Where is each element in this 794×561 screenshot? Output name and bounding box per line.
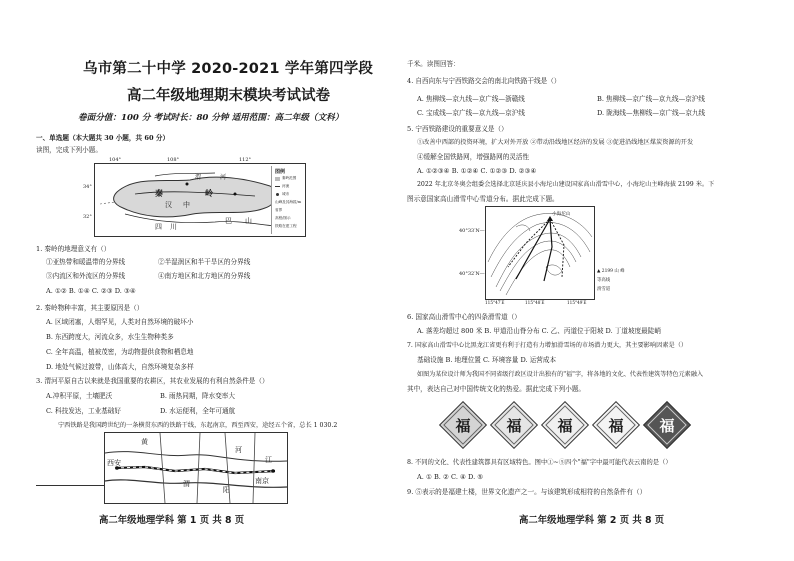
legend-item: 滑雪道 bbox=[597, 287, 611, 292]
question-1-option: ①亚热带和暖温带的分界线 bbox=[46, 258, 126, 266]
question-1-option: ②半湿润区和半干旱区的分界线 bbox=[158, 258, 251, 266]
page-right bbox=[397, 0, 794, 561]
question-6-option: A. 落差均超过 800 米 B. 甲道沿山脊分布 C. 乙、丙道位于阳坡 D. 丁道坡度最陡峭 bbox=[417, 327, 661, 335]
river-label: 江 bbox=[265, 456, 272, 464]
question-1-stem: 1. 秦岭的地理意义有（） bbox=[36, 245, 111, 253]
legend-title: 图例 bbox=[275, 169, 286, 175]
river-label: 渭 bbox=[183, 480, 190, 488]
olympic-text: 图示意国家高山滑雪中心雪道分布。据此完成下题。 bbox=[407, 195, 559, 203]
question-6-stem: 6. 国家高山滑雪中心的四条滑雪道（） bbox=[407, 313, 521, 321]
map-label: 阳 bbox=[223, 486, 230, 494]
fu-glyph: 福 bbox=[659, 416, 675, 435]
lon-label: 104° bbox=[109, 157, 122, 163]
peak-label: 小海坨山 bbox=[552, 212, 571, 217]
ski-run-map-drawing bbox=[486, 207, 594, 299]
question-4-option: C. 宝成线—京广线—京九线—京沪线 bbox=[417, 109, 525, 117]
map-label-han: 汉 bbox=[165, 201, 172, 209]
instruction: 读图，完成下列小题。 bbox=[36, 146, 102, 154]
question-2-option: B. 东西跨度大，河流众多，水生生物种类多 bbox=[46, 333, 174, 341]
legend-item: 高程/图示 bbox=[275, 216, 291, 220]
legend-item: 铁路在建工程 bbox=[275, 224, 297, 228]
question-8-stem: 8. 不同的文化、代表性建筑都具有区域特色。图中①~⑤四个"福"字中最可能代表云南的是（） bbox=[407, 459, 672, 466]
page-footer: 高二年级地理学科 第 2 页 共 8 页 bbox=[519, 515, 665, 526]
question-2-stem: 2. 秦岭物种丰富，其主要原因是（） bbox=[36, 304, 144, 312]
legend-item: 省界 bbox=[275, 208, 283, 212]
fu-tile-4 bbox=[592, 401, 640, 449]
qinling-map bbox=[83, 157, 306, 237]
question-2-option: D. 地处气候过渡带，山体高大，自然环境复杂多样 bbox=[46, 363, 194, 371]
legend-item: 等高线 bbox=[597, 278, 611, 283]
lon-label: 112° bbox=[239, 157, 252, 163]
question-5-line: ④缓解全国铁路网，增强路网的灵活性 bbox=[417, 153, 530, 161]
question-7-option: 基础设施 B. 地理位置 C. 环境容量 D. 运营成本 bbox=[417, 356, 557, 364]
question-3-option: C. 科技发达，工业基础好 bbox=[46, 407, 121, 415]
map-label-shan: 山 bbox=[245, 217, 252, 225]
map-label-si: 四 bbox=[155, 223, 162, 231]
legend-item: 河流 bbox=[282, 184, 290, 188]
river-label: 黄 bbox=[141, 438, 148, 446]
fu-tile-1 bbox=[439, 401, 487, 449]
question-4-option: B. 焦柳线—京广线—京九线—京沪线 bbox=[597, 95, 705, 103]
exam-title-line2: 高二年级地理期末模块考试试卷 bbox=[127, 88, 330, 104]
rail-intro-text: 宁西铁路是我国跨世纪的一条横贯东西的铁路干线，东起南京，西至西安，途经五个省，总长 1 030.2 bbox=[58, 422, 338, 429]
question-3-stem: 3. 渭河平原自古以来就是我国重要的农耕区，其农业发展的有利自然条件是（） bbox=[36, 377, 269, 385]
lon-label: 115°49′E bbox=[567, 300, 587, 305]
question-5-stem: 5. 宁西铁路建设的重要意义是（） bbox=[407, 125, 508, 133]
culture-text: 其中，表达自己对中国传统文化的热爱。据此完成下列小题。 bbox=[407, 385, 586, 393]
question-3-option: B. 雨热同期，降水变率大 bbox=[160, 392, 235, 400]
map-label-chuan: 川 bbox=[170, 223, 177, 231]
exam-title-line1: 乌市第二十中学 2020-2021 学年第四学段 bbox=[83, 61, 374, 77]
map-label-qin: 秦 bbox=[155, 188, 163, 198]
city-label-xian: 西安 bbox=[107, 459, 121, 467]
legend-item: 秦岭范围 bbox=[282, 176, 297, 180]
ski-map-legend bbox=[597, 268, 625, 292]
city-label-nanjing: 南京 bbox=[255, 477, 269, 485]
legend-item: 山峰及其海拔/m bbox=[275, 200, 302, 204]
railway-map-drawing bbox=[105, 433, 287, 503]
question-3-option: A.冲积平原，土壤肥沃 bbox=[46, 392, 113, 400]
map-label-ling: 岭 bbox=[205, 188, 213, 198]
question-3-option: D. 水运便利，全年可通航 bbox=[160, 407, 236, 415]
question-1-choices: A. ①② B. ①④ C. ②③ D. ③④ bbox=[46, 287, 136, 295]
fu-glyph: 福 bbox=[455, 416, 471, 435]
map-label-ba: 巴 bbox=[225, 217, 232, 225]
question-1-option: ③内流区和外流区的分界线 bbox=[46, 272, 126, 280]
question-7-stem: 7. 国家高山滑雪中心比黑龙江省更有利于打造有力增加滑雪场的市场潜力更大，其主要影响因素是（） bbox=[407, 342, 688, 349]
question-2-option: A. 区域闭塞，人烟罕见，人类对自然环境的破坏小 bbox=[46, 318, 194, 326]
question-4-option: D. 陇海线—焦柳线—京广线—京九线 bbox=[597, 109, 706, 117]
question-1-option: ④南方地区和北方地区的分界线 bbox=[158, 272, 251, 280]
map-label-he: 河 bbox=[220, 174, 227, 181]
fu-glyph: 福 bbox=[557, 416, 573, 435]
legend-item: 城市 bbox=[282, 192, 290, 196]
divider bbox=[36, 485, 104, 486]
map-label-zhong: 中 bbox=[183, 201, 190, 209]
fu-tile-5 bbox=[643, 401, 691, 449]
rail-intro-continued: 千米。读图回答： bbox=[407, 60, 460, 68]
map-label-wei: 渭 bbox=[195, 174, 202, 181]
legend-swatch bbox=[275, 186, 280, 187]
question-9-stem: 9. ⑤表示的是福建土楼，世界文化遗产之一。与该建筑形成相符的自然条件有（） bbox=[407, 488, 647, 496]
culture-text: 如图为某位设计师为我国不同省级行政区设计出独有的"福"字，将各地的文化、代表性建筑等特色元素融入 bbox=[417, 371, 703, 378]
question-2-option: C. 全年高温，植被茂密，为动物提供食物和栖息地 bbox=[46, 348, 194, 356]
lon-label: 115°47′E bbox=[485, 300, 505, 305]
question-4-option: A. 焦柳线—京九线—京广线—浙赣线 bbox=[417, 95, 525, 103]
question-5-choices: A. ①②③④ B. ①②④ C. ①②③ D. ②③④ bbox=[417, 167, 537, 175]
ski-run-map bbox=[485, 206, 595, 300]
page-footer: 高二年级地理学科 第 1 页 共 8 页 bbox=[99, 515, 245, 526]
fu-glyph: 福 bbox=[506, 416, 522, 435]
legend-swatch bbox=[275, 177, 280, 181]
lon-label: 108° bbox=[167, 157, 180, 163]
exam-meta: 卷面分值：100 分 考试时长：80 分钟 适用范围：高二年级（文科） bbox=[78, 113, 344, 123]
railway-map bbox=[104, 432, 288, 504]
section-heading: 一、单选题（本大题共 30 小题，共 60 分） bbox=[36, 134, 170, 142]
lat-label: 34° bbox=[83, 184, 92, 190]
river-label: 河 bbox=[235, 446, 242, 454]
question-4-stem: 4. 自西向东与宁西铁路交会的南北向铁路干线是（） bbox=[407, 77, 561, 85]
question-5-line: ①改善中西部的投资环境，扩大对外开放 ②带动沿线地区经济的发展 ③促进沿线地区煤炭资源的开发 bbox=[417, 139, 694, 146]
question-8-choices: A. ① B. ② C. ④ D. ⑤ bbox=[417, 473, 484, 481]
legend-swatch bbox=[276, 193, 279, 196]
fu-tile-3 bbox=[541, 401, 589, 449]
lat-label: 32° bbox=[83, 214, 92, 220]
lon-label: 115°48′E bbox=[525, 300, 545, 305]
fu-glyph: 福 bbox=[608, 416, 624, 435]
fu-tile-2 bbox=[490, 401, 538, 449]
map-legend bbox=[271, 166, 304, 234]
olympic-text: 2022 年北京冬奥会组委会选择北京延庆县小海坨山建设国家高山滑雪中心，小海坨山主峰海拔 2199 米。下 bbox=[417, 181, 715, 188]
legend-item: ▲ 2199 山 峰 bbox=[597, 269, 625, 274]
lat-label: 40°33′N— bbox=[459, 228, 485, 234]
lat-label: 40°32′N— bbox=[459, 271, 485, 277]
